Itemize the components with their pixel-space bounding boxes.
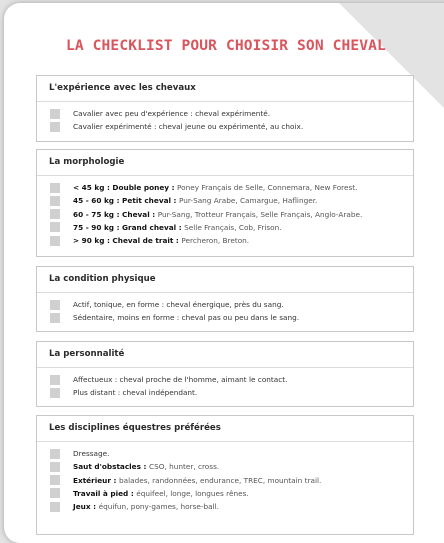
checkbox[interactable] (50, 449, 60, 459)
item-label: 60 - 75 kg : Cheval : (73, 209, 158, 219)
item-text: Plus distant : cheval indépendant. (73, 388, 198, 398)
checkbox[interactable] (50, 222, 60, 232)
item-label: Dressage. (73, 449, 110, 458)
item-label: Extérieur : (73, 475, 119, 485)
item-label: 75 - 90 kg : Grand cheval : (73, 222, 185, 232)
item-detail: équifun, pony-games, horse-ball. (98, 502, 219, 512)
checkbox[interactable] (50, 236, 60, 246)
item-label: Saut d'obstacles : (73, 462, 149, 472)
section-heading: Les disciplines équestres préférées (37, 416, 413, 442)
section-personality (36, 341, 414, 407)
item-label: > 90 kg : Cheval de trait : (73, 236, 182, 246)
checkbox[interactable] (50, 475, 60, 485)
page-title: LA CHECKLIST POUR CHOISIR SON CHEVAL (66, 37, 386, 54)
item-label: Jeux : (73, 502, 99, 512)
checkbox[interactable] (50, 209, 60, 219)
checkbox[interactable] (50, 462, 60, 472)
list-item[interactable] (37, 120, 413, 133)
checkbox[interactable] (50, 109, 60, 119)
list-item[interactable] (37, 181, 413, 194)
checklist-sheet (4, 3, 444, 543)
section-disciplines (36, 415, 414, 535)
list-item[interactable] (37, 221, 413, 234)
item-text: Affectueux : cheval proche de l'homme, aimant le contact. (73, 375, 288, 384)
list-item[interactable] (37, 234, 413, 247)
section-heading: L'expérience avec les chevaux (37, 76, 413, 102)
list-item[interactable] (37, 208, 413, 221)
item-detail: Selle Français, Cob, Frison. (184, 222, 282, 232)
section-heading: La morphologie (37, 150, 413, 176)
item-text: Sédentaire, moins en forme : cheval pas ou peu dans le sang. (73, 313, 300, 323)
list-item[interactable] (37, 487, 413, 500)
section-heading: La condition physique (37, 267, 413, 293)
section-experience (36, 75, 414, 142)
list-item[interactable] (37, 107, 413, 120)
section-physical-condition (36, 266, 414, 332)
checkbox[interactable] (50, 183, 60, 193)
item-detail: Pur-Sang, Trotteur Français, Selle Français, Anglo-Arabe. (157, 209, 363, 219)
list-item[interactable] (37, 311, 413, 324)
item-detail: balades, randonnées, endurance, TREC, mountain trail. (118, 475, 322, 485)
list-item[interactable] (37, 500, 413, 513)
checkbox[interactable] (50, 488, 60, 498)
item-text: Cavalier expérimenté : cheval jeune ou expérimenté, au choix. (73, 122, 304, 132)
list-item[interactable] (37, 460, 413, 473)
item-detail: CSO, hunter, cross. (148, 462, 220, 472)
list-item[interactable] (37, 373, 413, 386)
checkbox[interactable] (50, 502, 60, 512)
checkbox[interactable] (50, 300, 60, 310)
list-item[interactable] (37, 474, 413, 487)
item-detail: Pur-Sang Arabe, Camargue, Haflinger. (179, 196, 318, 206)
section-morphology (36, 149, 414, 257)
checkbox[interactable] (50, 375, 60, 385)
checkbox[interactable] (50, 196, 60, 206)
item-label: 45 - 60 kg : Petit cheval : (73, 196, 179, 206)
item-text: Actif, tonique, en forme : cheval énergique, près du sang. (73, 300, 284, 309)
list-item[interactable] (37, 194, 413, 207)
item-detail: Poney Français de Selle, Connemara, New Forest. (177, 183, 358, 192)
item-label: Travail à pied : (73, 488, 137, 498)
list-item[interactable] (37, 447, 413, 460)
checkbox[interactable] (50, 122, 60, 132)
item-label: < 45 kg : Double poney : (73, 183, 178, 192)
list-item[interactable] (37, 386, 413, 399)
item-detail: Percheron, Breton. (181, 236, 250, 246)
checkbox[interactable] (50, 313, 60, 323)
item-detail: équifeel, longe, longues rênes. (136, 488, 249, 498)
item-text: Cavalier avec peu d'expérience : cheval expérimenté. (73, 109, 271, 118)
checkbox[interactable] (50, 388, 60, 398)
section-heading: La personnalité (37, 342, 413, 368)
list-item[interactable] (37, 298, 413, 311)
